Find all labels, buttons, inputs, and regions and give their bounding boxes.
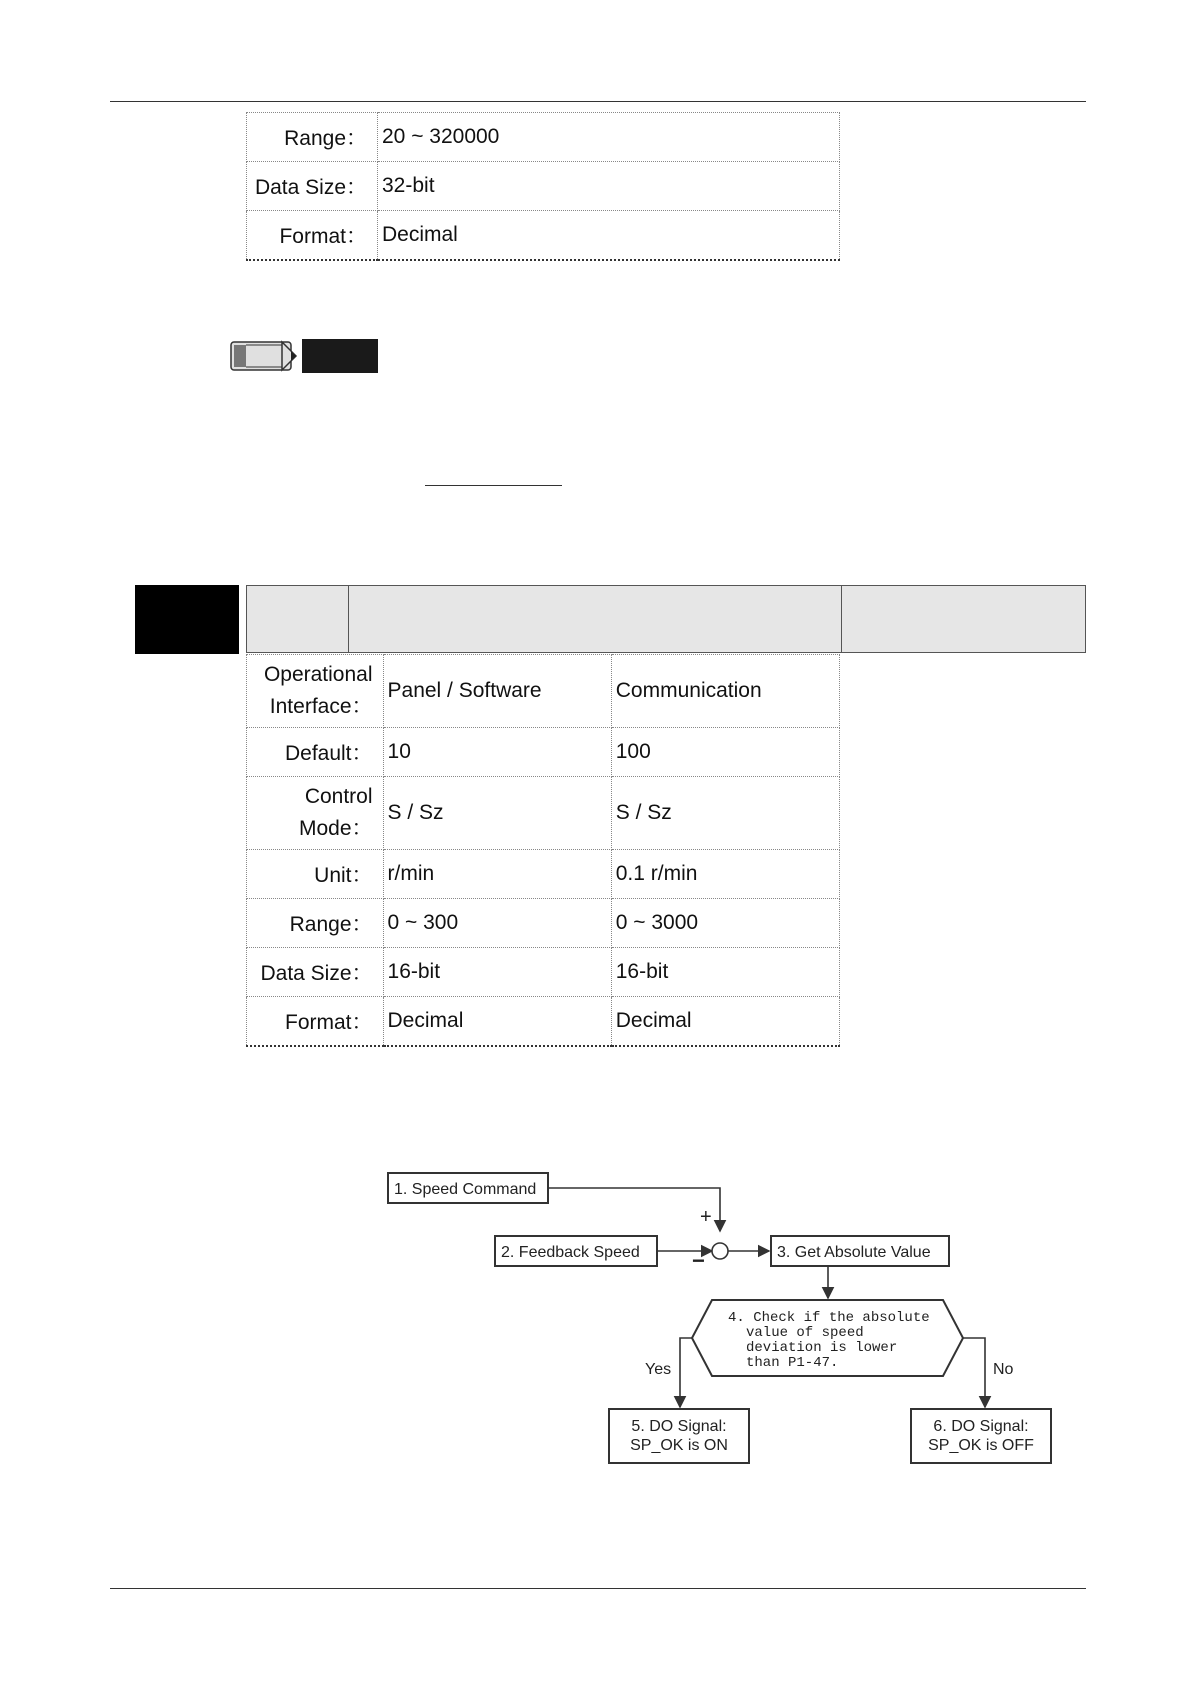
plus-sign: + [700, 1206, 712, 1228]
yes-label: Yes [645, 1361, 672, 1378]
decision-text-1: 4. Check if the absolute [728, 1310, 930, 1326]
arrow-yes-branch [680, 1338, 692, 1407]
data-size-label: Data Size： [247, 948, 384, 997]
decision-text-2: value of speed [746, 1325, 864, 1341]
speed-check-flow-diagram [380, 1165, 1060, 1465]
link-underline [425, 485, 562, 486]
format-label: Format： [247, 997, 384, 1047]
interface-label [247, 655, 384, 728]
sp-ok-off-text-2: SP_OK is OFF [928, 1437, 1034, 1454]
range-value: 20 ~ 320000 [378, 113, 840, 162]
range-panel-value: 0 ~ 300 [383, 899, 611, 948]
summing-junction [712, 1243, 728, 1259]
format-label: Format： [247, 211, 378, 261]
table-row [247, 655, 840, 728]
control-mode-label [247, 777, 384, 850]
table-row [247, 777, 840, 850]
table-row [247, 162, 840, 211]
default-comm-value: 100 [611, 728, 839, 777]
range-comm-value: 0 ~ 3000 [611, 899, 839, 948]
sp-ok-off-box [911, 1409, 1051, 1463]
header-cell-address [247, 586, 349, 652]
speed-command-box [388, 1173, 548, 1203]
absolute-value-box [771, 1236, 949, 1266]
sp-ok-on-text-2: SP_OK is ON [630, 1437, 728, 1454]
table-row [247, 899, 840, 948]
control-mode-comm-value: S / Sz [611, 777, 839, 850]
arrow-no-branch [963, 1338, 985, 1407]
feedback-speed-box [495, 1236, 657, 1266]
interface-label-line2: Interface： [269, 695, 373, 718]
unit-comm-value: 0.1 r/min [611, 850, 839, 899]
header-cell-name [348, 586, 842, 652]
interface-comm-value: Communication [611, 655, 839, 728]
format-comm-value: Decimal [611, 997, 839, 1047]
absolute-value-text: 3. Get Absolute Value [777, 1244, 931, 1261]
data-size-label: Data Size： [247, 162, 378, 211]
table-row [247, 948, 840, 997]
range-label: Range： [247, 899, 384, 948]
arrow-speed-command [548, 1188, 720, 1231]
unit-label: Unit： [247, 850, 384, 899]
sp-ok-off-text-1: 6. DO Signal: [933, 1418, 1029, 1435]
table-row [247, 997, 840, 1047]
table-row [247, 113, 840, 162]
note-label-block [302, 339, 378, 373]
decision-text-4: than P1-47. [746, 1355, 839, 1371]
default-panel-value: 10 [383, 728, 611, 777]
interface-label-line1: Operational [263, 663, 373, 686]
control-label-line1: Control [304, 785, 373, 808]
format-panel-value: Decimal [383, 997, 611, 1047]
table-row [247, 728, 840, 777]
header-rule [110, 101, 1086, 102]
data-size-comm-value: 16-bit [611, 948, 839, 997]
no-label: No [993, 1361, 1014, 1378]
sp-ok-on-box [609, 1409, 749, 1463]
interface-panel-value: Panel / Software [383, 655, 611, 728]
sp-ok-on-text-1: 5. DO Signal: [631, 1418, 727, 1435]
parameter-number-block [135, 585, 239, 654]
data-size-value: 32-bit [378, 162, 840, 211]
top-parameter-table [246, 112, 840, 261]
table-row [247, 850, 840, 899]
decision-text-3: deviation is lower [746, 1340, 898, 1356]
data-size-panel-value: 16-bit [383, 948, 611, 997]
deviation-check-decision [692, 1300, 963, 1376]
parameter-header-bar [246, 585, 1086, 653]
parameter-table [246, 654, 840, 1047]
control-mode-panel-value: S / Sz [383, 777, 611, 850]
footer-rule [110, 1588, 1086, 1589]
feedback-speed-text: 2. Feedback Speed [501, 1244, 640, 1261]
minus-sign: − [692, 1248, 705, 1273]
unit-panel-value: r/min [383, 850, 611, 899]
range-label: Range： [247, 113, 378, 162]
note-pencil-icon [230, 339, 298, 373]
format-value: Decimal [378, 211, 840, 261]
default-label: Default： [247, 728, 384, 777]
speed-command-text: 1. Speed Command [394, 1181, 537, 1198]
control-label-line2: Mode： [298, 817, 373, 840]
table-row [247, 211, 840, 261]
